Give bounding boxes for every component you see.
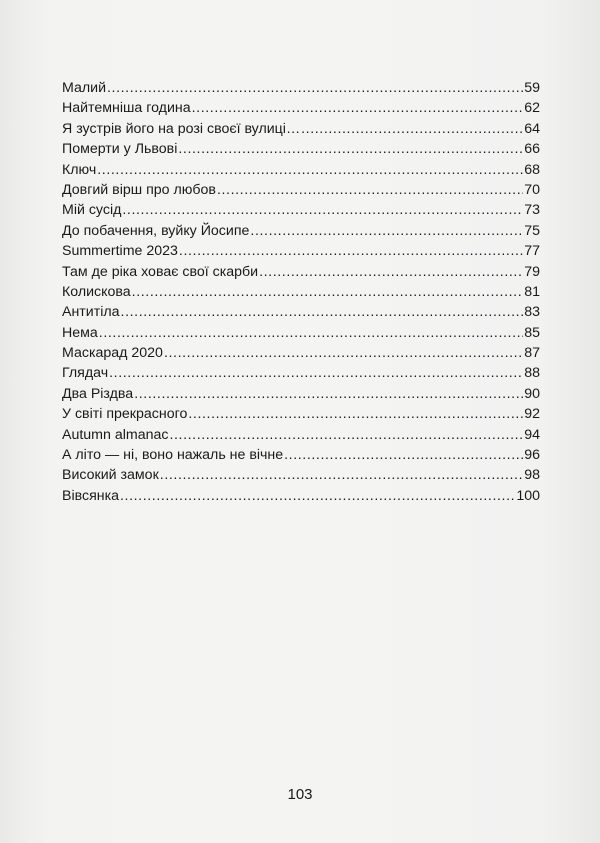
dot-leader <box>97 160 523 180</box>
toc-entry <box>62 119 540 139</box>
toc-entry <box>62 241 540 261</box>
toc-entry-title: До побачення, вуйку Йосипе <box>62 222 250 239</box>
toc-entry-page: 73 <box>524 202 540 219</box>
toc-entry <box>62 282 540 302</box>
toc-entry-title: Антитіла <box>62 304 120 321</box>
toc-entry <box>62 78 540 98</box>
toc-entry-page: 77 <box>524 243 540 260</box>
toc-entry <box>62 160 540 180</box>
dot-leader <box>160 465 523 485</box>
toc-entry <box>62 200 540 220</box>
dot-leader <box>121 302 524 322</box>
toc-entry <box>62 343 540 363</box>
toc-entry-title: Колискова <box>62 283 131 300</box>
toc-entry <box>62 262 540 282</box>
dot-leader <box>188 404 523 424</box>
toc-entry <box>62 486 540 506</box>
toc-entry-title: Мій сусід <box>62 202 122 219</box>
dot-leader <box>107 78 523 98</box>
toc-entry <box>62 384 540 404</box>
toc-entry-title: Summertime 2023 <box>62 243 178 260</box>
toc-entry-title: Ключ <box>62 161 97 178</box>
toc-entry-page: 100 <box>516 487 540 504</box>
page-number: 103 <box>287 786 313 803</box>
dot-leader <box>259 262 523 282</box>
toc-entry-page: 83 <box>524 304 540 321</box>
dot-leader <box>164 343 523 363</box>
toc-entry <box>62 221 540 241</box>
toc-entry-page: 79 <box>524 263 540 280</box>
toc-entry <box>62 445 540 465</box>
toc-entry-title: Там де ріка ховає свої скарби <box>62 263 259 280</box>
toc-entry-title: Два Різдва <box>62 385 134 402</box>
toc-entry-page: 87 <box>524 345 540 362</box>
dot-leader <box>134 384 523 404</box>
toc-entry-page: 96 <box>524 447 540 464</box>
dot-leader <box>109 363 523 383</box>
toc-entry-page: 59 <box>524 80 540 96</box>
dot-leader <box>250 221 523 241</box>
dot-leader <box>217 180 523 200</box>
dot-leader <box>120 486 515 506</box>
toc-entry-title: Вівсянка <box>62 487 120 504</box>
toc-entry-title: Нема <box>62 324 98 341</box>
toc-entry-title: Глядач <box>62 365 109 382</box>
toc-entry-page: 62 <box>524 100 540 117</box>
toc-entry-title: Autumn almanac <box>62 426 169 443</box>
toc-entry-page: 92 <box>524 406 540 423</box>
toc-entry-title: Високий замок <box>62 467 159 484</box>
dot-leader <box>99 323 523 343</box>
toc-entry <box>62 465 540 485</box>
toc-entry-page: 90 <box>524 385 540 402</box>
toc-entry-title: Я зустрів його на розі своєї вулиці… <box>62 120 301 137</box>
dot-leader <box>192 98 524 118</box>
toc-entry-page: 85 <box>524 324 540 341</box>
toc-entry-title: Найтемніша година <box>62 100 191 117</box>
toc-entry <box>62 180 540 200</box>
toc-entry-title: Малий <box>62 80 106 96</box>
toc-entry-page: 64 <box>524 120 540 137</box>
dot-leader <box>122 200 523 220</box>
toc-entry-page: 94 <box>524 426 540 443</box>
dot-leader <box>178 139 523 159</box>
toc-entry-title: А літо — ні, воно нажаль не вічне <box>62 447 284 464</box>
toc-entry-title: Маскарад 2020 <box>62 345 163 362</box>
table-of-contents <box>62 78 540 506</box>
toc-entry <box>62 363 540 383</box>
toc-entry-page: 75 <box>524 222 540 239</box>
toc-entry <box>62 404 540 424</box>
toc-entry <box>62 302 540 322</box>
toc-entry-page: 98 <box>524 467 540 484</box>
toc-entry-title: Померти у Львові <box>62 141 178 158</box>
dot-leader <box>301 119 523 139</box>
toc-entry-page: 66 <box>524 141 540 158</box>
toc-entry-page: 81 <box>524 283 540 300</box>
toc-entry <box>62 323 540 343</box>
toc-entry-page: 68 <box>524 161 540 178</box>
dot-leader <box>179 241 523 261</box>
toc-entry <box>62 98 540 118</box>
toc-entry-title: Довгий вірш про любов <box>62 181 216 198</box>
toc-entry <box>62 139 540 159</box>
toc-entry-page: 88 <box>524 365 540 382</box>
toc-entry-page: 70 <box>524 181 540 198</box>
toc-entry-title: У світі прекрасного <box>62 406 188 423</box>
dot-leader <box>169 425 523 445</box>
dot-leader <box>132 282 524 302</box>
toc-entry <box>62 425 540 445</box>
dot-leader <box>284 445 523 465</box>
